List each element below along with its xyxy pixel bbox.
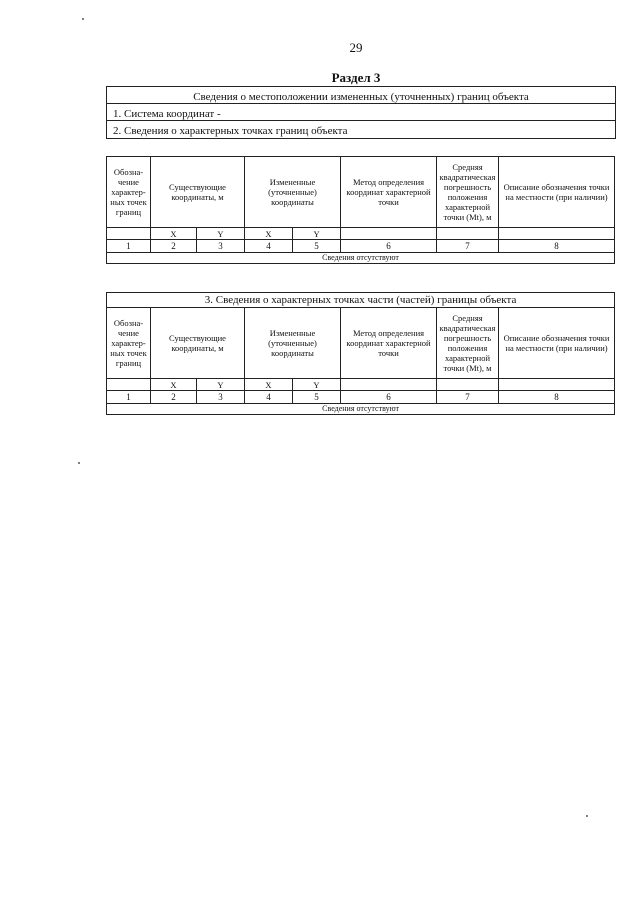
part-points-caption: 3. Сведения о характерных точках части (частей) границы объекта	[107, 293, 615, 308]
xy-cell: Y	[293, 379, 341, 391]
boundary-info-block	[106, 86, 616, 139]
page-number: 29	[349, 40, 363, 55]
col-rms-error: Средняя квадратическая погрешность положения характерной точки (Mt), м	[437, 308, 499, 379]
scan-speck	[82, 18, 84, 20]
scan-speck	[78, 462, 80, 464]
column-number: 8	[499, 391, 615, 404]
column-number: 4	[245, 391, 293, 404]
column-number: 6	[341, 240, 437, 253]
part-boundary-points-table	[106, 292, 615, 415]
xy-empty	[341, 228, 437, 240]
xy-empty	[437, 228, 499, 240]
column-number: 5	[293, 391, 341, 404]
boundary-points-table	[106, 156, 615, 264]
column-number: 8	[499, 240, 615, 253]
col-designation: Обозна-чение характер-ных точек границ	[107, 157, 151, 228]
xy-cell: X	[151, 379, 197, 391]
col-description: Описание обозначения точки на местности (при наличии)	[499, 157, 615, 228]
col-changed-coords: Измененные (уточненные) координаты	[245, 157, 341, 228]
col-method: Метод определения координат характерной точки	[341, 308, 437, 379]
column-number: 7	[437, 240, 499, 253]
column-number: 3	[197, 391, 245, 404]
col-rms-error: Средняя квадратическая погрешность положения характерной точки (Mt), м	[437, 157, 499, 228]
xy-empty	[341, 379, 437, 391]
col-changed-coords: Измененные (уточненные) координаты	[245, 308, 341, 379]
xy-cell: Y	[293, 228, 341, 240]
xy-empty	[499, 228, 615, 240]
column-number: 2	[151, 391, 197, 404]
xy-empty	[107, 228, 151, 240]
column-number: 3	[197, 240, 245, 253]
col-designation: Обозна-чение характер-ных точек границ	[107, 308, 151, 379]
column-number: 4	[245, 240, 293, 253]
xy-empty	[107, 379, 151, 391]
col-method: Метод определения координат характерной точки	[341, 157, 437, 228]
column-number: 1	[107, 240, 151, 253]
column-number: 6	[341, 391, 437, 404]
boundary-info-header: Сведения о местоположении измененных (уточненных) границ объекта	[107, 87, 615, 104]
xy-empty	[499, 379, 615, 391]
xy-cell: Y	[197, 228, 245, 240]
no-data-note: Сведения отсутствуют	[107, 253, 615, 264]
section-title: Раздел 3	[331, 70, 381, 85]
col-existing-coords: Существующие координаты, м	[151, 157, 245, 228]
points-title-row: 2. Сведения о характерных точках границ объекта	[113, 125, 348, 137]
column-number: 1	[107, 391, 151, 404]
xy-cell: X	[245, 379, 293, 391]
no-data-note: Сведения отсутствуют	[107, 404, 615, 415]
column-number: 7	[437, 391, 499, 404]
column-number: 5	[293, 240, 341, 253]
coordinate-system-row: 1. Система координат -	[107, 104, 615, 121]
column-number: 2	[151, 240, 197, 253]
xy-cell: X	[151, 228, 197, 240]
col-existing-coords: Существующие координаты, м	[151, 308, 245, 379]
xy-empty	[437, 379, 499, 391]
col-description: Описание обозначения точки на местности (при наличии)	[499, 308, 615, 379]
xy-cell: Y	[197, 379, 245, 391]
xy-cell: X	[245, 228, 293, 240]
scan-speck	[586, 815, 588, 817]
